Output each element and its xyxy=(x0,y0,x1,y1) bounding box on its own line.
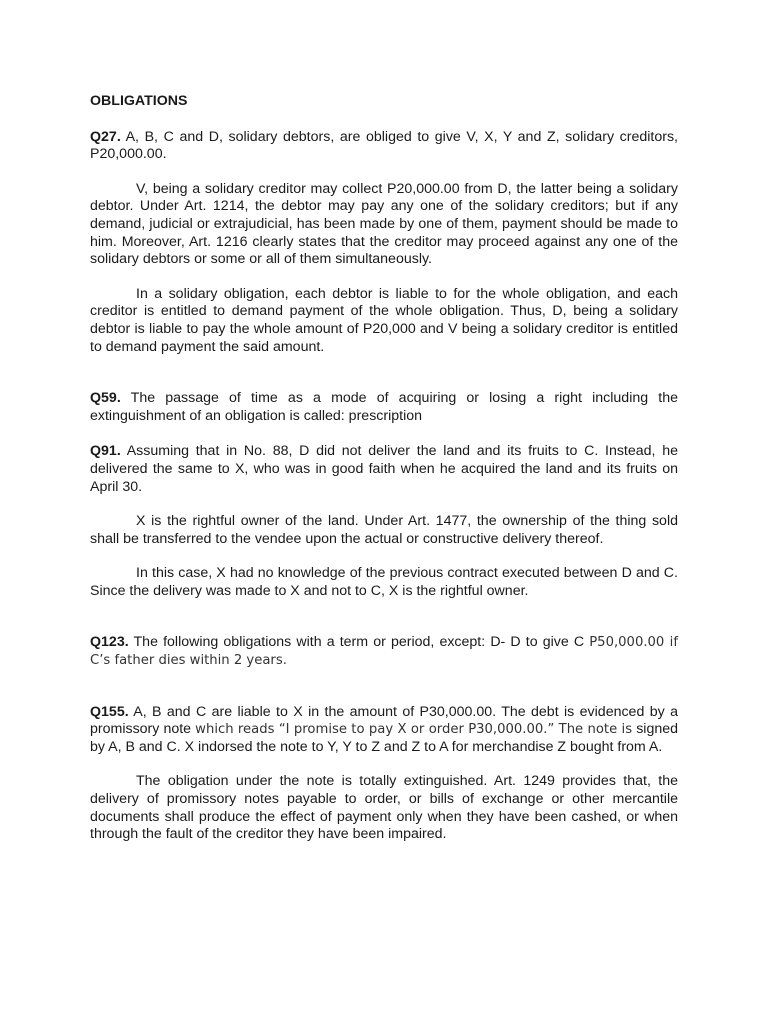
q155-answer-paragraph-1: The obligation under the note is totally extinguished. Art. 1249 provides that, the delivery of promissory notes payable to order, or bills of exchange or other mercantile documents shall produce the effect of payment only when they have been cashed, or when through the fault of the creditor they have been impaired. xyxy=(90,773,678,843)
q155-question-text-a: A, B and C are liable to X in the amount of P30,000.00. The debt is evidenced by a promissory note xyxy=(90,703,678,738)
q27-question-text: A, B, C and D, solidary debtors, are obliged to give V, X, Y and Z, solidary creditors, P20,000.00. xyxy=(90,128,678,163)
q27-number: Q27. xyxy=(90,128,121,145)
q91-answer-paragraph-1: X is the rightful owner of the land. Under Art. 1477, the ownership of the thing sold shall be transferred to the vendee upon the actual or constructive delivery thereof. xyxy=(90,513,678,547)
q59-question-text: The passage of time as a mode of acquiring or losing a right including the extinguishment of an obligation is called: prescription xyxy=(90,390,678,424)
q59-number: Q59. xyxy=(90,390,121,407)
q155-question-text-b: which reads “I promise to pay X or order P30,000.00.” The note is xyxy=(195,722,633,738)
q59-question xyxy=(90,390,678,425)
document-page xyxy=(90,93,678,844)
q155-question-text-c: signed by A, B and C. X indorsed the note to Y, Y to Z and Z to A for merchandise Z bought from A. xyxy=(90,721,679,755)
q155-question xyxy=(90,704,678,757)
q91-answer-paragraph-2: In this case, X had no knowledge of the previous contract executed between D and C. Since the delivery was made to X and not to C, X is the rightful owner. xyxy=(90,565,678,599)
q91-question-text: Assuming that in No. 88, D did not deliver the land and its fruits to C. Instead, he delivered the same to X, who was in good faith when he acquired the land and its fruits on April 30. xyxy=(90,443,678,495)
q27-answer-paragraph-2: In a solidary obligation, each debtor is liable to for the whole obligation, and each creditor is entitled to demand payment of the whole obligation. Thus, D, being a solidary debtor is liable to pay the whole amount of P20,000 and V being a solidary creditor is entitled to demand payment the said amount. xyxy=(90,285,678,355)
q27-answer-paragraph-1: V, being a solidary creditor may collect P20,000.00 from D, the latter being a solidary debtor. Under Art. 1214, the debtor may pay any one of the solidary creditors; but if any demand, judicial or extrajudicial, has been made by one of them, payment should be made to him. Moreover, Art. 1216 clearly states that the creditor may proceed against any one of the solidary debtors or some or all of them simultaneously. xyxy=(90,180,678,268)
q155-number: Q155. xyxy=(90,703,129,720)
q91-number: Q91. xyxy=(90,443,121,460)
q123-question xyxy=(90,634,678,669)
q27-question xyxy=(90,129,678,164)
q91-question xyxy=(90,443,678,496)
q123-number: Q123. xyxy=(90,634,129,651)
q123-question-text: The following obligations with a term or period, except: D- D to give C xyxy=(128,634,590,651)
document-title: OBLIGATIONS xyxy=(90,93,188,109)
q123-question-tail: P50,000.00 if C’s father dies within 2 years. xyxy=(90,635,678,669)
